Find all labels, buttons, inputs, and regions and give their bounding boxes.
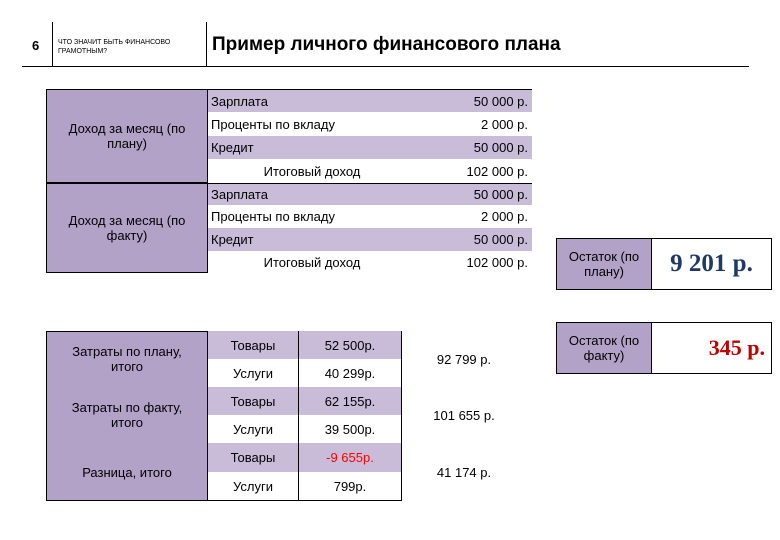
income-plan-label: Доход за месяц (по плану): [46, 89, 208, 183]
services-label: Услуги: [233, 365, 273, 381]
header-rule: [22, 66, 749, 67]
income-plan-row-name: Кредит: [208, 136, 396, 159]
income-fact-row-value: 50 000 р.: [396, 228, 532, 251]
services-value: 799р.: [333, 479, 367, 494]
services-value: 39 500р.: [324, 421, 376, 437]
goods-label: Товары: [208, 331, 298, 359]
balance-fact-value: 345 р.: [652, 322, 772, 374]
services-label: Услуги: [233, 479, 273, 494]
section-title: ЧТО ЗНАЧИТ БЫТЬ ФИНАНСОВО ГРАМОТНЫМ?: [58, 39, 171, 55]
expense-diff-total: 41 174 р.: [436, 464, 492, 480]
income-plan-total-value: 102 000 р.: [466, 163, 528, 179]
goods-label: Товары: [208, 443, 298, 472]
expense-diff-label: Разница, итого: [82, 464, 172, 480]
expense-plan-total: 92 799 р.: [436, 351, 492, 367]
expense-fact-total: 101 655 р.: [433, 407, 495, 423]
income-plan-row-name: Проценты по вкладу: [211, 116, 335, 132]
income-fact-total-value: 102 000 р.: [466, 255, 528, 270]
goods-label: Товары: [208, 387, 298, 415]
income-fact-label: Доход за месяц (по факту): [46, 183, 208, 273]
balance-fact-label: Остаток (по факту): [556, 322, 652, 374]
income-plan-total-label: Итоговый доход: [263, 163, 361, 179]
income-fact-row-value: 2 000 р.: [481, 209, 528, 224]
income-plan-row-value: 2 000 р.: [481, 116, 528, 132]
expenses-table: [46, 331, 402, 501]
expense-plan-label: Затраты по плану, итого: [72, 344, 182, 374]
expense-fact-label: Затраты по факту, итого: [71, 400, 183, 430]
left-divider: [52, 22, 53, 66]
income-plan-row-value: 50 000 р.: [396, 89, 532, 112]
income-plan-row-value: 50 000 р.: [396, 136, 532, 159]
goods-value-negative: -9 655р.: [298, 443, 402, 472]
income-fact-row-name: Зарплата: [208, 183, 396, 205]
row-divider: [46, 500, 402, 501]
page-title: Пример личного финансового плана: [212, 34, 561, 55]
column-divider: [298, 331, 299, 501]
right-divider: [206, 22, 207, 66]
slide-number: 6: [32, 38, 40, 53]
income-fact-row-name: Кредит: [208, 228, 396, 251]
income-fact-row-name: Проценты по вкладу: [211, 209, 335, 224]
balance-plan-value: 9 201 р.: [652, 238, 772, 290]
services-label: Услуги: [233, 421, 273, 437]
balance-plan-label: Остаток (по плану): [556, 238, 652, 290]
header: [0, 0, 780, 70]
goods-value: 52 500р.: [298, 331, 402, 359]
services-value: 40 299р.: [324, 365, 376, 381]
income-plan-row-name: Зарплата: [208, 89, 396, 112]
income-fact-total-label: Итоговый доход: [263, 255, 361, 270]
goods-value: 62 155р.: [298, 387, 402, 415]
income-fact-row-value: 50 000 р.: [396, 183, 532, 205]
